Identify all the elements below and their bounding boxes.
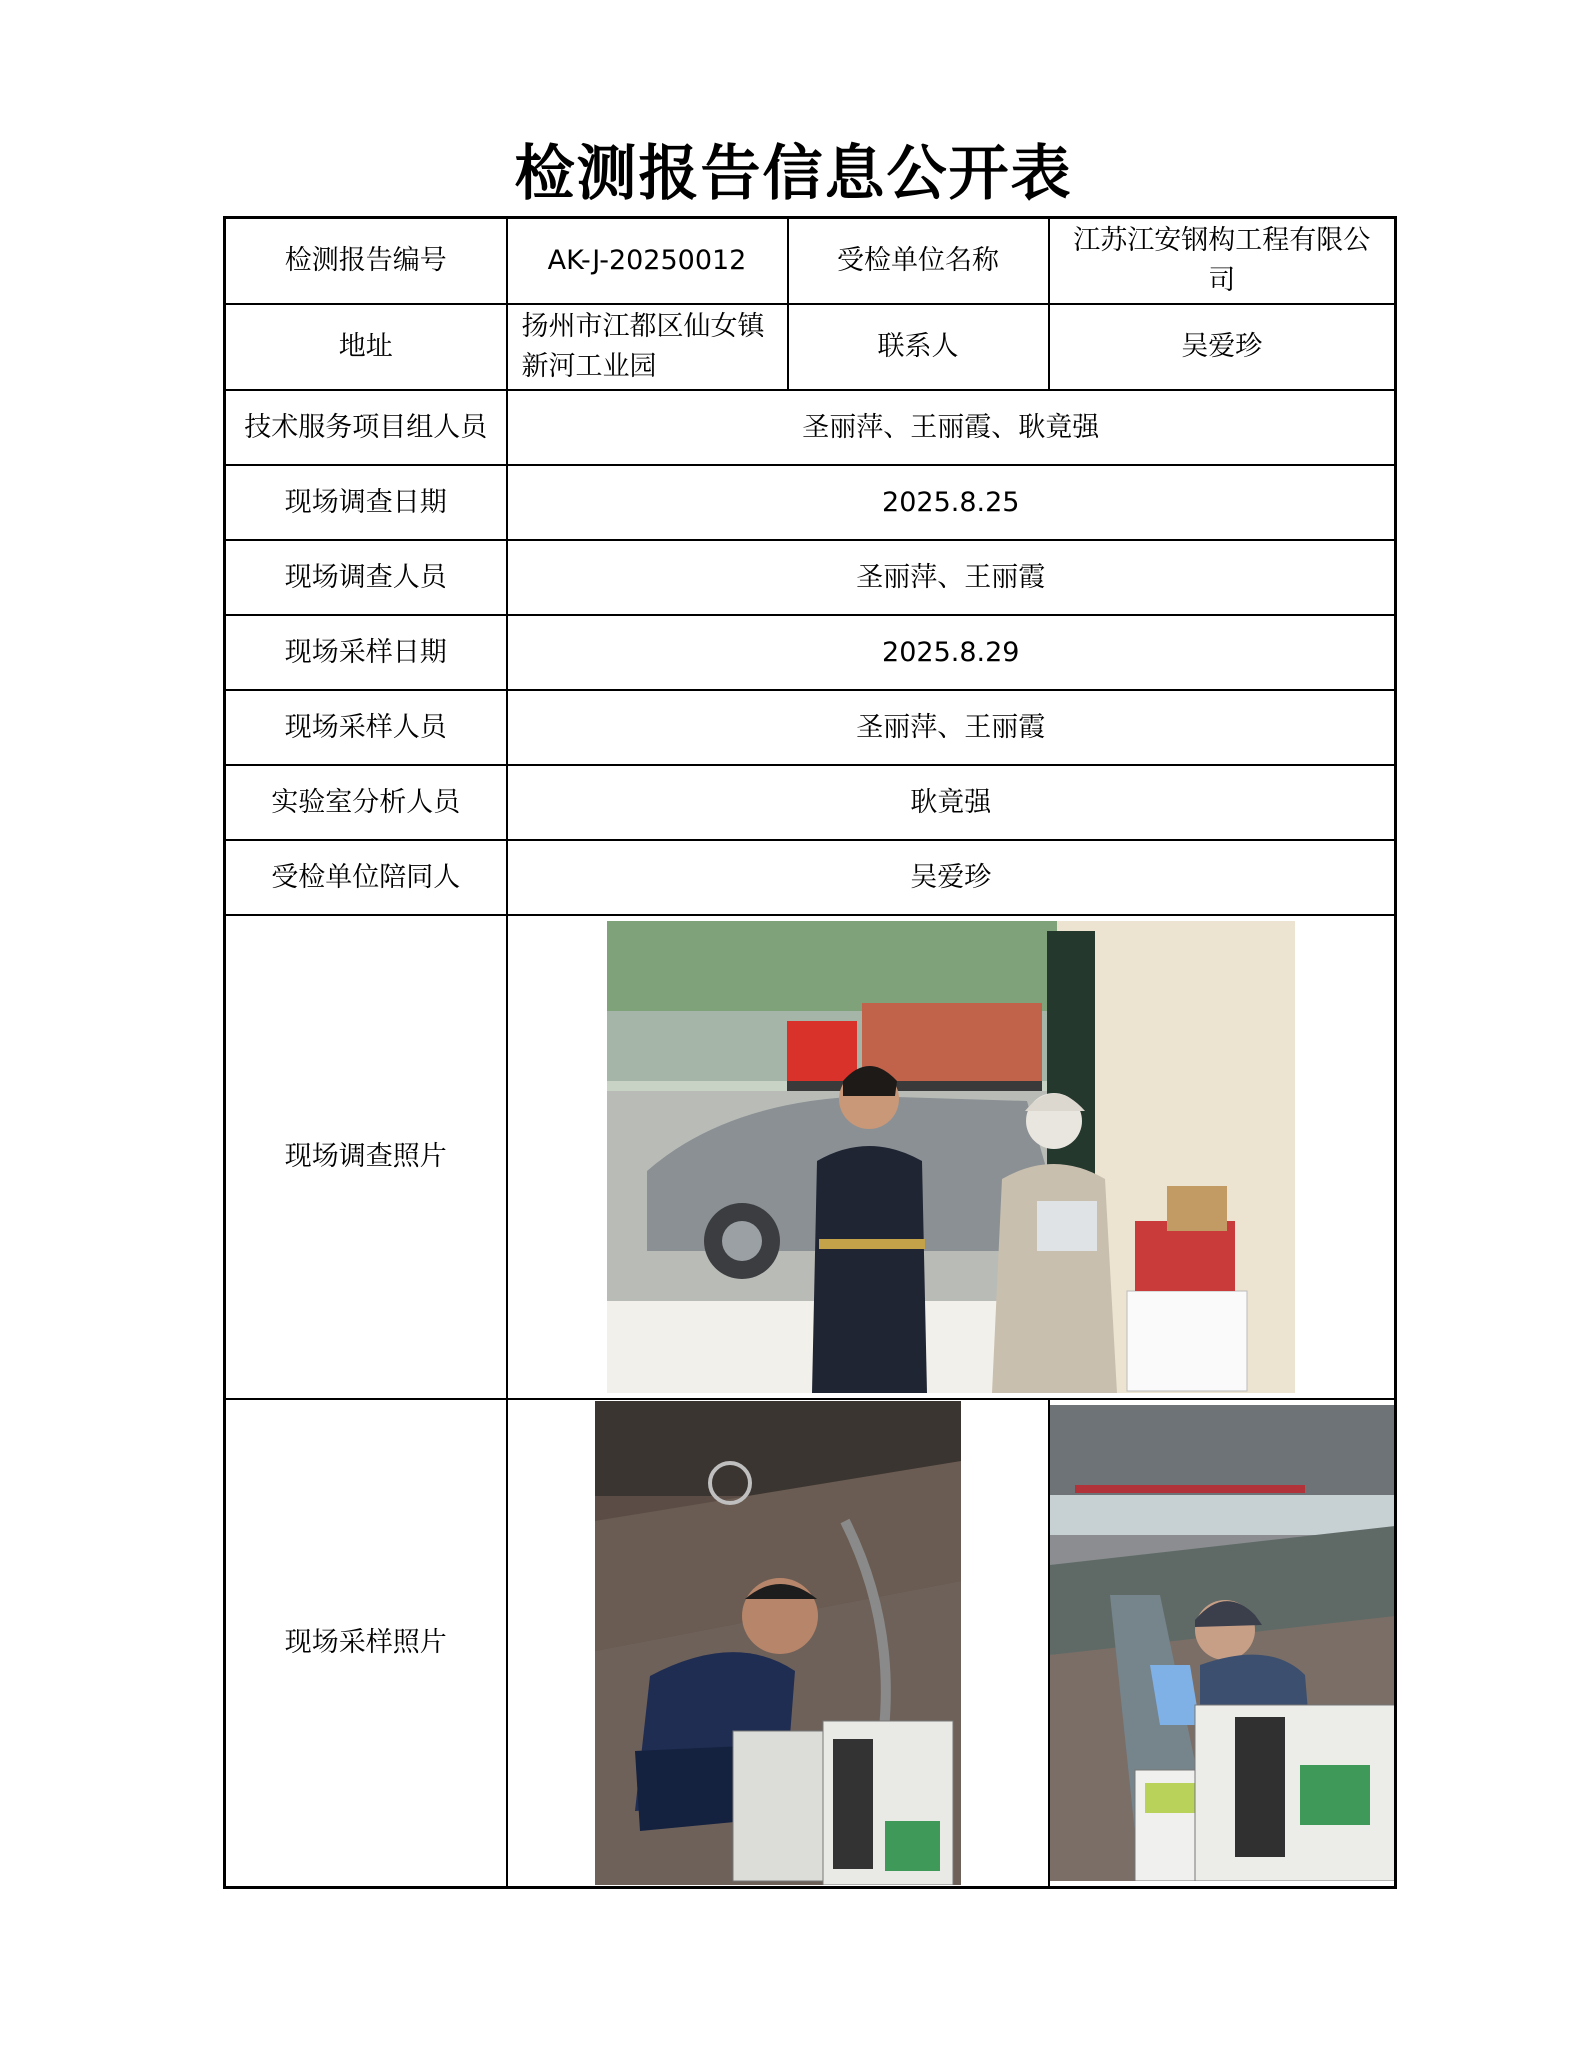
team-value: 圣丽萍、王丽霞、耿竟强 xyxy=(507,390,1396,465)
escort-value: 吴爱珍 xyxy=(507,840,1396,915)
survey-photo-cell xyxy=(507,915,1396,1399)
unit-name-value: 江苏江安钢构工程有限公司 xyxy=(1049,218,1396,305)
contact-value: 吴爱珍 xyxy=(1049,304,1396,390)
sampling-photo-cell-2 xyxy=(1049,1399,1396,1887)
lab-staff-value: 耿竟强 xyxy=(507,765,1396,840)
table-row xyxy=(225,390,1396,465)
table-row xyxy=(225,465,1396,540)
table-row xyxy=(225,615,1396,690)
table-row xyxy=(225,540,1396,615)
table-row xyxy=(225,304,1396,390)
report-info-table xyxy=(223,216,1397,1889)
sampling-staff-value: 圣丽萍、王丽霞 xyxy=(507,690,1396,765)
page-title: 检测报告信息公开表 xyxy=(514,139,1073,209)
report-no-value: AK-J-20250012 xyxy=(507,218,788,305)
address-label: 地址 xyxy=(225,304,507,390)
sampling-staff-label: 现场采样人员 xyxy=(225,690,507,765)
report-no-label: 检测报告编号 xyxy=(225,218,507,305)
survey-staff-label: 现场调查人员 xyxy=(225,540,507,615)
sampling-photo-1 xyxy=(595,1401,961,1885)
team-label: 技术服务项目组人员 xyxy=(225,390,507,465)
table-row xyxy=(225,915,1396,1399)
survey-staff-value: 圣丽萍、王丽霞 xyxy=(507,540,1396,615)
sampling-date-value: 2025.8.29 xyxy=(507,615,1396,690)
lab-staff-label: 实验室分析人员 xyxy=(225,765,507,840)
survey-date-label: 现场调查日期 xyxy=(225,465,507,540)
survey-photo xyxy=(607,921,1295,1393)
unit-name-label: 受检单位名称 xyxy=(788,218,1049,305)
escort-label: 受检单位陪同人 xyxy=(225,840,507,915)
contact-label: 联系人 xyxy=(788,304,1049,390)
sampling-photo-cell-1 xyxy=(507,1399,1049,1887)
survey-date-value: 2025.8.25 xyxy=(507,465,1396,540)
table-row xyxy=(225,690,1396,765)
survey-photo-label: 现场调查照片 xyxy=(225,915,507,1399)
sampling-photo-label: 现场采样照片 xyxy=(225,1399,507,1887)
table-row xyxy=(225,840,1396,915)
address-value: 扬州市江都区仙女镇新河工业园 xyxy=(507,304,788,390)
table-row xyxy=(225,218,1396,305)
sampling-photo-2 xyxy=(1050,1405,1396,1881)
table-row xyxy=(225,1399,1396,1887)
table-row xyxy=(225,765,1396,840)
sampling-date-label: 现场采样日期 xyxy=(225,615,507,690)
